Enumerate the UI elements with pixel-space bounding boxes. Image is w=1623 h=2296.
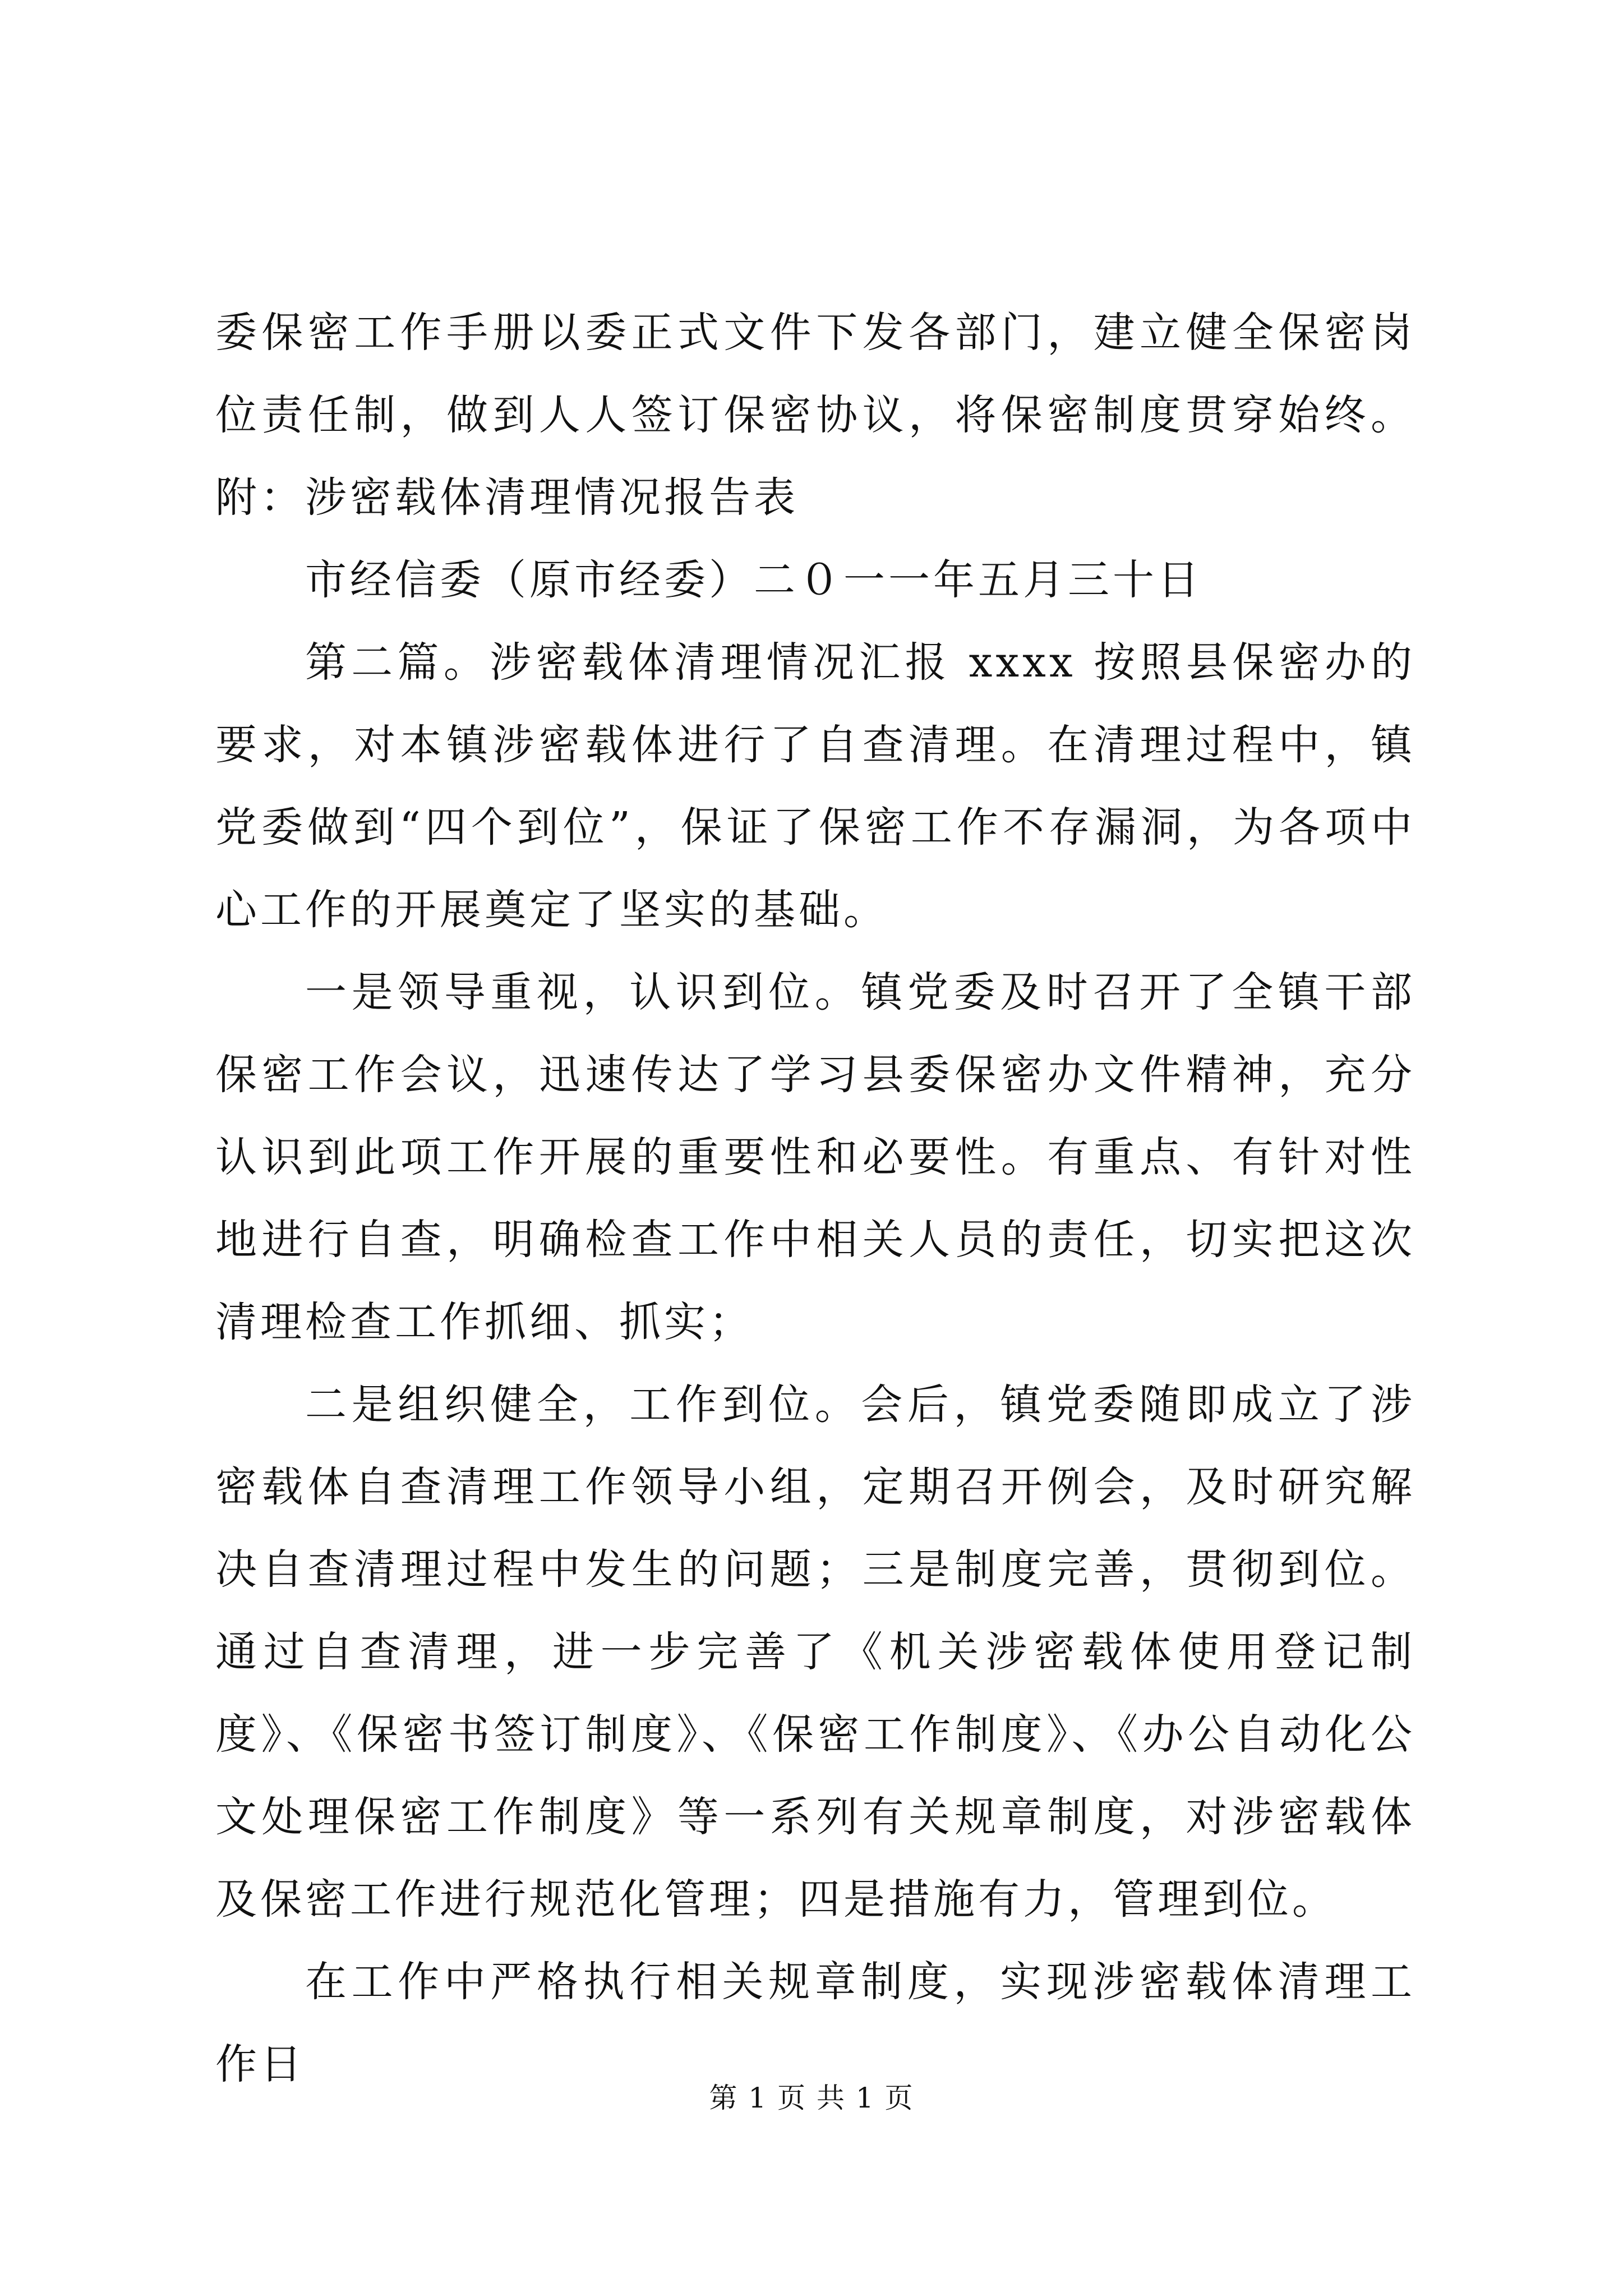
paragraph-continuation: 委保密工作手册以委正式文件下发各部门，建立健全保密岗位责任制，做到人人签订保密协议，将保密制度贯穿始终。附：涉密载体清理情况报告表 (215, 309, 1415, 522)
document-body (215, 292, 1415, 2106)
paragraph-point-two: 二是组织健全，工作到位。会后，镇党委随即成立了涉密载体自查清理工作领导小组，定期召开例会，及时研究解决自查清理过程中发生的问题；三是制度完善，贯彻到位。通过自查清理，进一步完善了《机关涉密载体使用登记制度》、《保密书签订制度》、《保密工作制度》、《办公自动化公文处理保密工作制度》等一系列有关规章制度，对涉密载体及保密工作进行规范化管理；四是措施有力，管理到位。 (215, 1381, 1415, 1924)
paragraph-point-one: 一是领导重视，认识到位。镇党委及时召开了全镇干部保密工作会议，迅速传达了学习县委保密办文件精神，充分认识到此项工作开展的重要性和必要性。有重点、有针对性地进行自查，明确检查工作中相关人员的责任，切实把这次清理检查工作抓细、抓实； (215, 968, 1415, 1346)
page-footer: 第 1 页 共 1 页 (709, 2082, 914, 2114)
paragraph-closing: 在工作中严格执行相关规章制度，实现涉密载体清理工作日 (215, 1958, 1415, 2088)
paragraph-second-article: 第二篇。涉密载体清理情况汇报 xxxx 按照县保密办的要求，对本镇涉密载体进行了自查清理。在清理过程中，镇党委做到“四个到位”，保证了保密工作不存漏洞，为各项中心工作的开展奠定了坚实的基础。 (215, 638, 1415, 934)
paragraph-signature-date: 市经信委（原市经委）二０一一年五月三十日 (305, 556, 1202, 604)
